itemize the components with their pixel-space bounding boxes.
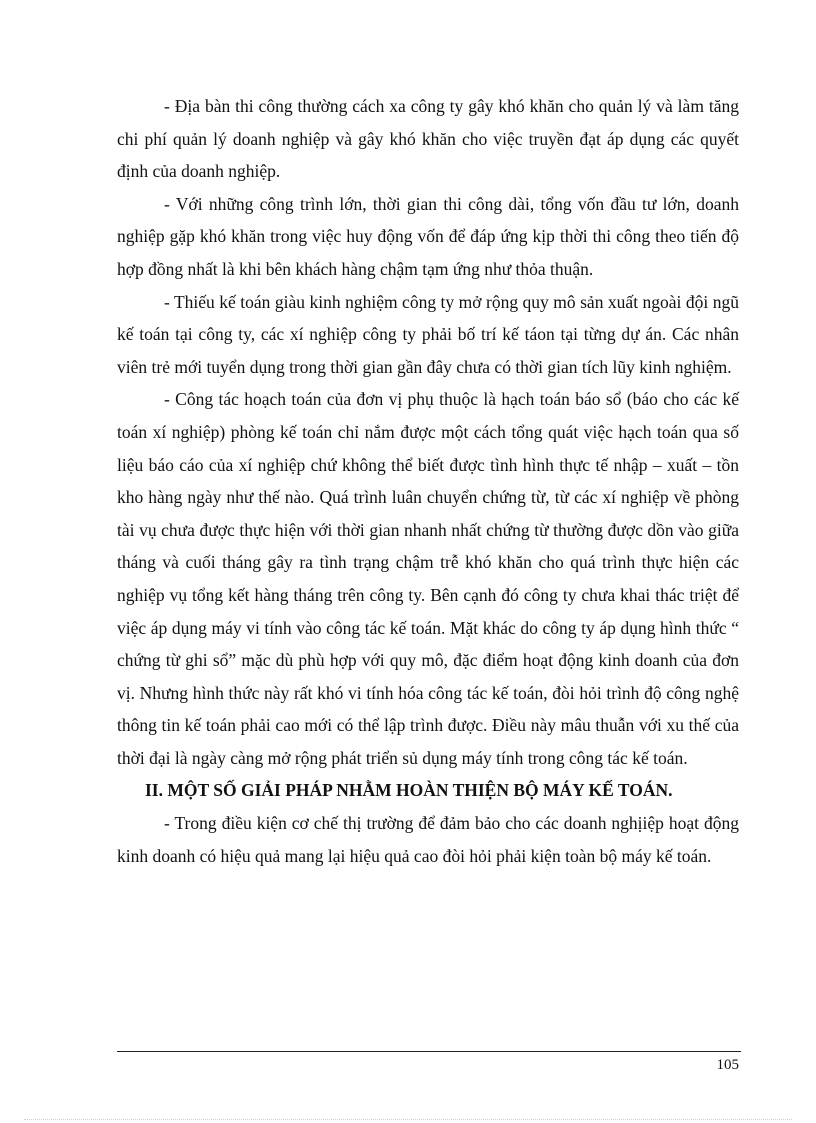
paragraph-large-projects: - Với những công trình lớn, thời gian thi công dài, tổng vốn đầu tư lớn, doanh nghiệp gặp khó khăn trong việc huy động vốn để đáp ứng kịp thời thi công theo tiến độ hợp đồng nhất là khi bên khách hàng chậm tạm ứng như thỏa thuận. bbox=[117, 193, 739, 279]
paragraph-accountant-experience: - Thiếu kế toán giàu kinh nghiệm công ty mở rộng quy mô sản xuất ngoài đội ngũ kế toán tại công ty, các xí nghiệp công ty phải bố trí kế táon tại từng dự án. Các nhân viên trẻ mới tuyển dụng trong thời gian gần đây chưa có thời gian tích lũy kinh nghiệm. bbox=[117, 291, 739, 377]
footer-divider bbox=[117, 1051, 741, 1052]
page-bottom-dotted-edge bbox=[24, 1119, 792, 1120]
paragraph-accounting-process: - Công tác hoạch toán của đơn vị phụ thuộc là hạch toán báo sổ (báo cho các kế toán xí nghiệp) phòng kế toán chỉ nắm được một cách tổng quát việc hạch toán qua số liệu báo cáo của xí nghiệp chứ không thể biết được tình hình thực tế nhập – xuất – tồn kho hàng ngày như thế nào. Quá trình luân chuyển chứng từ, từ các xí nghiệp về phòng tài vụ chưa được thực hiện với thời gian nhanh nhất chứng từ thường được dồn vào giữa tháng và cuối tháng gây ra tình trạng chậm trễ khó khăn cho quá trình thực hiện các nghiệp vụ tổng kết hàng tháng trên công ty. Bên cạnh đó công ty chưa khai thác triệt để việc áp dụng máy vi tính vào công tác kế toán. Mặt khác do công ty áp dụng hình thức “ chứng từ ghi sổ” mặc dù phù hợp với quy mô, đặc điểm hoạt động kinh doanh của đơn vị. Nhưng hình thức này rất khó vi tính hóa công tác kế toán, đòi hỏi trình độ công nghệ thông tin kế toán phải cao mới có thể lập trình được. Điều này mâu thuẫn với xu thế của thời đại là ngày càng mở rộng phát triển sủ dụng máy tính trong công tác kế toán. bbox=[117, 389, 739, 768]
page-number: 105 bbox=[716, 1057, 739, 1073]
section-heading: II. MỘT SỐ GIẢI PHÁP NHẰM HOÀN THIỆN BỘ MÁY KẾ TOÁN. bbox=[145, 780, 673, 801]
page-body bbox=[117, 90, 739, 872]
paragraph-market-conditions: - Trong điều kiện cơ chế thị trường để đảm bảo cho các doanh nghịiệp hoạt động kinh doanh có hiệu quả mang lại hiệu quả cao đòi hỏi phải kiện toàn bộ máy kế toán. bbox=[117, 813, 739, 866]
paragraph-worksite-distance: - Địa bàn thi công thường cách xa công ty gây khó khăn cho quản lý và làm tăng chi phí quản lý doanh nghiệp và gây khó khăn cho việc truyền đạt áp dụng các quyết định của doanh nghiệp. bbox=[117, 96, 739, 182]
